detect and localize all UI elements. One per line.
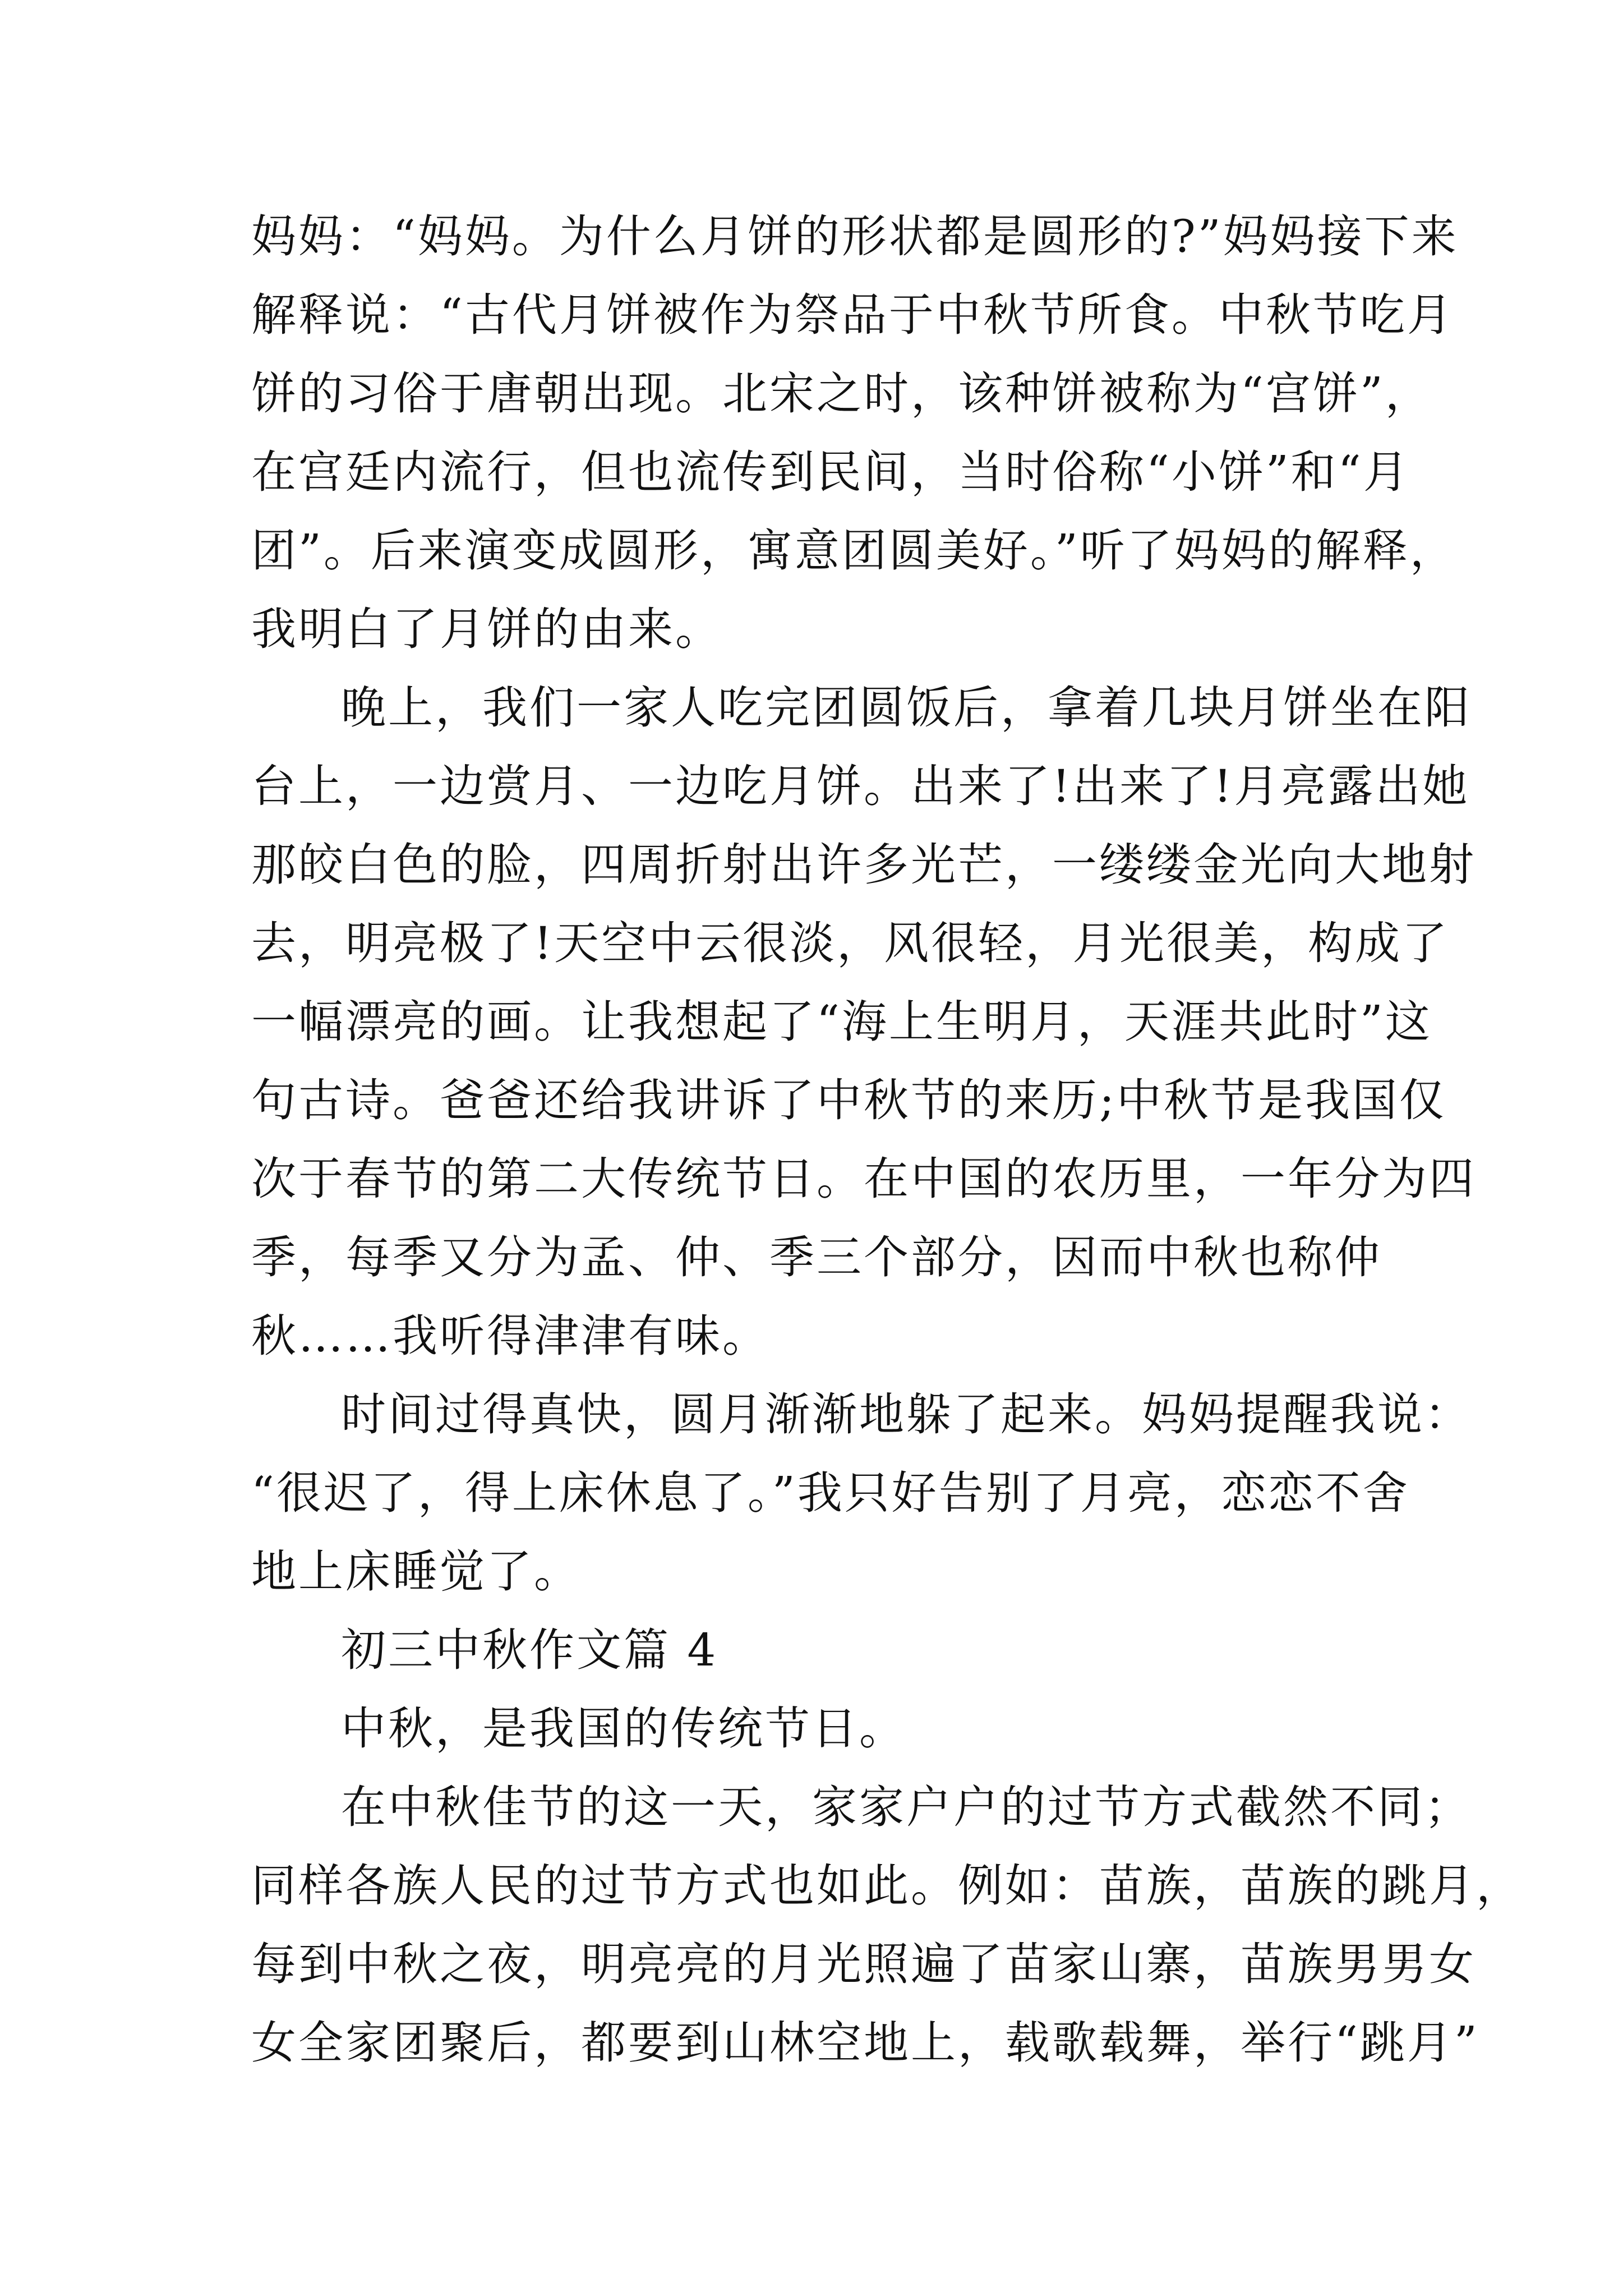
text-line: 季，每季又分为孟、仲、季三个部分，因而中秋也称仲 (251, 1231, 1382, 1283)
text-line: 句古诗。爸爸还给我讲诉了中秋节的来历;中秋节是我国仅 (251, 1074, 1446, 1126)
paragraph-first-line: 晚上，我们一家人吃完团圆饭后，拿着几块月饼坐在阳 (341, 682, 1472, 734)
text-line: 那皎白色的脸，四周折射出许多光芒，一缕缕金光向大地射 (251, 839, 1476, 891)
text-line: 女全家团聚后，都要到山林空地上，载歌载舞，举行“跳月” (251, 2017, 1479, 2069)
text-line: 秋……我听得津津有味。 (251, 1310, 769, 1362)
section-heading: 初三中秋作文篇 4 (341, 1624, 718, 1676)
paragraph-first-line: 在中秋佳节的这一天，家家户户的过节方式截然不同； (341, 1781, 1472, 1833)
text-line: 次于春节的第二大传统节日。在中国的农历里，一年分为四 (251, 1153, 1476, 1205)
text-line: 团”。后来演变成圆形，寓意团圆美好。”听了妈妈的解释， (251, 524, 1457, 577)
text-line: “很迟了，得上床休息了。”我只好告别了月亮，恋恋不舍 (251, 1467, 1410, 1519)
text-line: 去，明亮极了!天空中云很淡，风很轻，月光很美，构成了 (251, 917, 1450, 969)
text-line: 同样各族人民的过节方式也如此。例如：苗族，苗族的跳月， (251, 1860, 1523, 1912)
text-line: 我明白了月饼的由来。 (251, 603, 722, 655)
text-line: 妈妈：“妈妈。为什么月饼的形状都是圆形的?”妈妈接下来 (251, 210, 1459, 263)
paragraph-first-line: 时间过得真快，圆月渐渐地躲了起来。妈妈提醒我说： (341, 1388, 1472, 1441)
text-line: 解释说：“古代月饼被作为祭品于中秋节所食。中秋节吃月 (251, 289, 1454, 341)
text-line: 饼的习俗于唐朝出现。北宋之时，该种饼被称为“宫饼”， (251, 367, 1432, 420)
text-line: 一幅漂亮的画。让我想起了“海上生明月，天涯共此时”这 (251, 996, 1432, 1048)
text-line: 台上，一边赏月、一边吃月饼。出来了!出来了!月亮露出她 (251, 760, 1470, 812)
text-line: 每到中秋之夜，明亮亮的月光照遍了苗家山寨，苗族男男女 (251, 1938, 1476, 1990)
paragraph-first-line: 中秋，是我国的传统节日。 (341, 1703, 906, 1755)
text-line: 地上床睡觉了。 (251, 1545, 581, 1598)
document-body (251, 197, 1523, 2082)
text-line: 在宫廷内流行，但也流传到民间，当时俗称“小饼”和“月 (251, 446, 1410, 498)
